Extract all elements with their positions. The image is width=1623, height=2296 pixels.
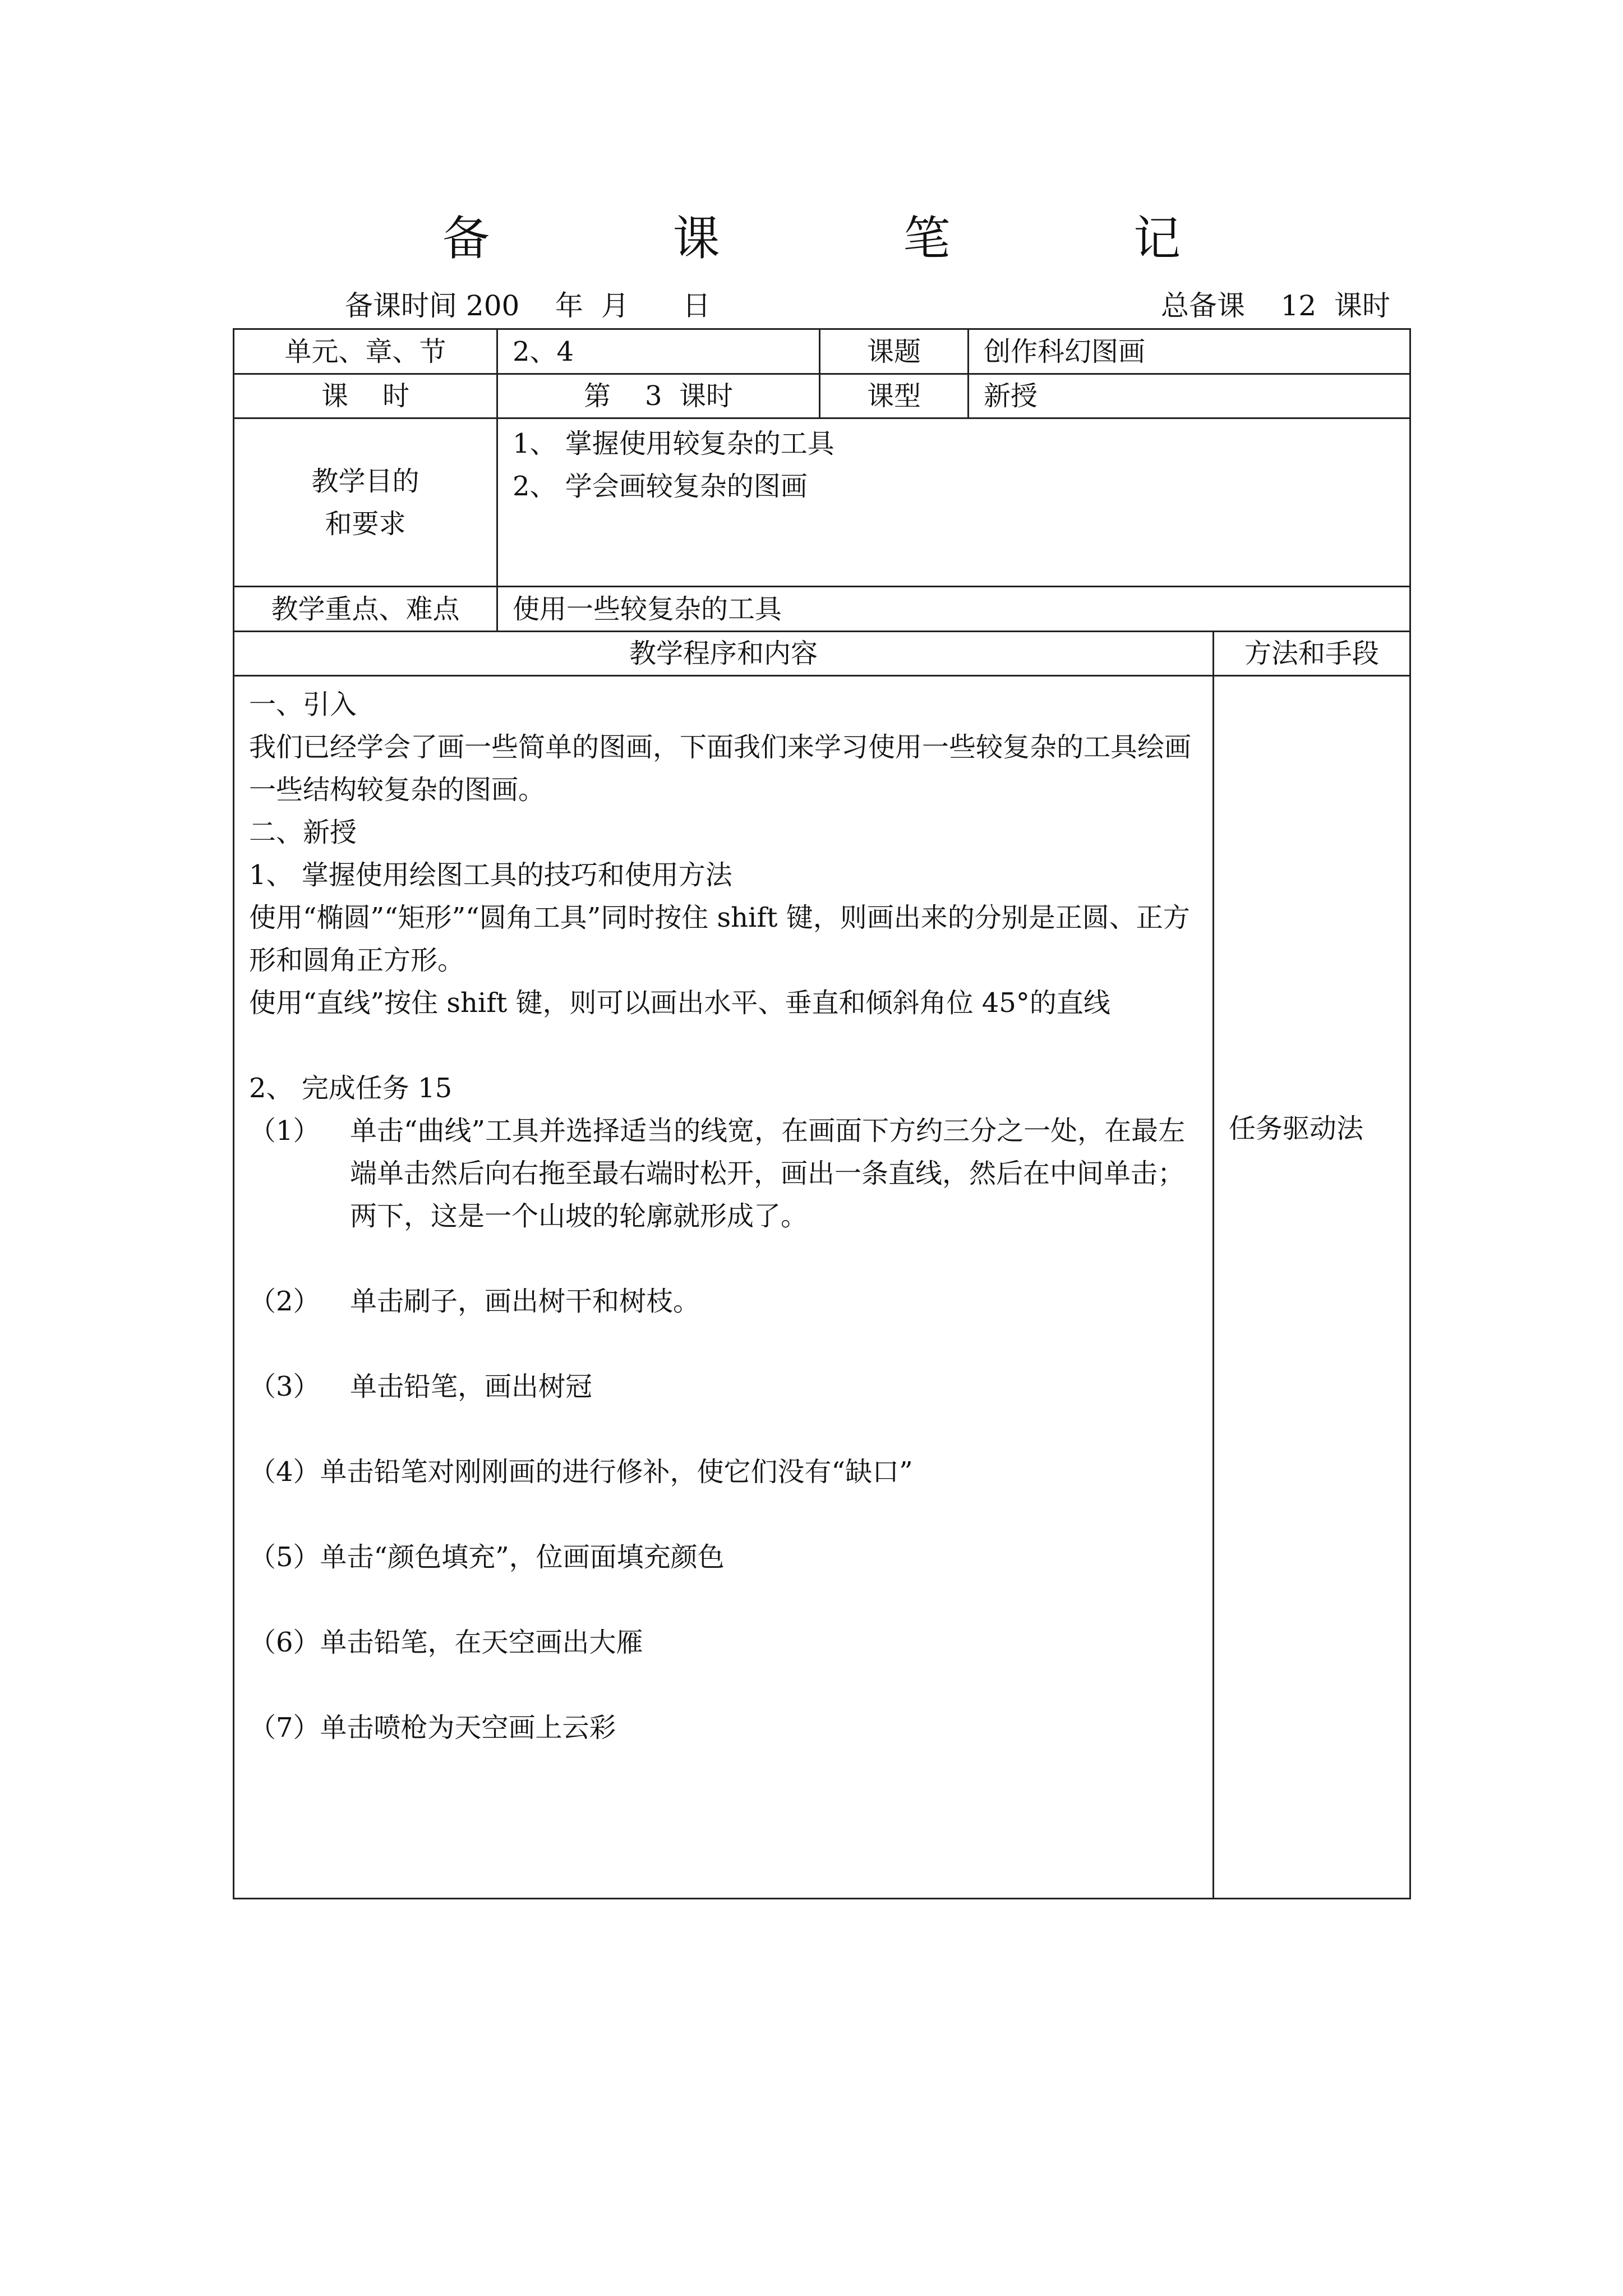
goals-label [234,418,497,587]
step-number: （3） [249,1371,320,1402]
method-header: 方法和手段 [1214,632,1410,676]
lesson-table [233,328,1411,1899]
intro-title: 一、引入 [249,689,357,720]
point1-text-1: 使用“椭圆”“矩形”“圆角工具”同时按住 shift 键，则画出来的分别是正圆、正方形和圆角正方形。 [249,902,1190,976]
period-row [234,374,1410,418]
goals-row [234,418,1410,587]
content-body [234,676,1214,1899]
key-row [234,587,1410,632]
step-text: 单击刷子，画出树干和树枝。 [350,1286,700,1317]
period-label: 课 时 [234,374,497,418]
content-row [234,676,1410,1899]
total-periods: 总备课 12 课时 [1161,289,1390,322]
step-number: （2） [249,1286,320,1317]
point1-text-2: 使用“直线”按住 shift 键，则可以画出水平、垂直和倾斜角位 45°的直线 [249,987,1110,1019]
step-item: （5）单击“颜色填充”，位画面填充颜色 [249,1542,725,1573]
step-text: 单击铅笔，画出树冠 [350,1371,593,1402]
point1-title: 1、 掌握使用绘图工具的技巧和使用方法 [249,859,732,891]
step-text: 单击“曲线”工具并选择适当的线宽，在画面下方约三分之一处，在最左端单击然后向右拖至最右端时松开，画出一条直线，然后在中间单击；两下，这是一个山坡的轮廓就形成了。 [350,1115,1186,1232]
goal-item: 1、 掌握使用较复杂的工具 [513,428,834,459]
step-item: （7）单击喷枪为天空画上云彩 [249,1712,616,1743]
key-label: 教学重点、难点 [234,587,497,632]
goals-label-line-1: 教学目的 [311,465,419,497]
topic-label: 课题 [820,329,969,374]
period-value: 第 3 课时 [497,374,820,418]
unit-label: 单元、章、节 [234,329,497,374]
goal-item: 2、 学会画较复杂的图画 [513,471,808,502]
step-item [249,1365,1198,1408]
unit-row [234,329,1410,374]
prep-time: 备课时间 200 年 月 日 [345,289,711,322]
step-item [249,1280,1198,1323]
step-number: （1） [249,1115,320,1147]
page-title: 备 课 笔 记 [442,211,1265,266]
step-item [249,1110,1198,1237]
method-value: 任务驱动法 [1214,676,1410,1899]
step-item: （4）单击铅笔对刚刚画的进行修补，使它们没有“缺口” [249,1456,913,1488]
unit-value: 2、4 [497,329,820,374]
new-title: 二、新授 [249,817,357,848]
content-header: 教学程序和内容 [234,632,1214,676]
step-item: （6）单击铅笔，在天空画出大雁 [249,1627,643,1658]
point2-title: 2、 完成任务 15 [249,1073,453,1104]
topic-value: 创作科幻图画 [969,329,1410,374]
goals-label-line-2: 和要求 [325,508,406,540]
type-value: 新授 [969,374,1410,418]
section-header-row [234,632,1410,676]
type-label: 课型 [820,374,969,418]
goals-value [497,418,1410,587]
key-value: 使用一些较复杂的工具 [497,587,1410,632]
intro-text: 我们已经学会了画一些简单的图画，下面我们来学习使用一些较复杂的工具绘画一些结构较复杂的图画。 [249,731,1192,806]
